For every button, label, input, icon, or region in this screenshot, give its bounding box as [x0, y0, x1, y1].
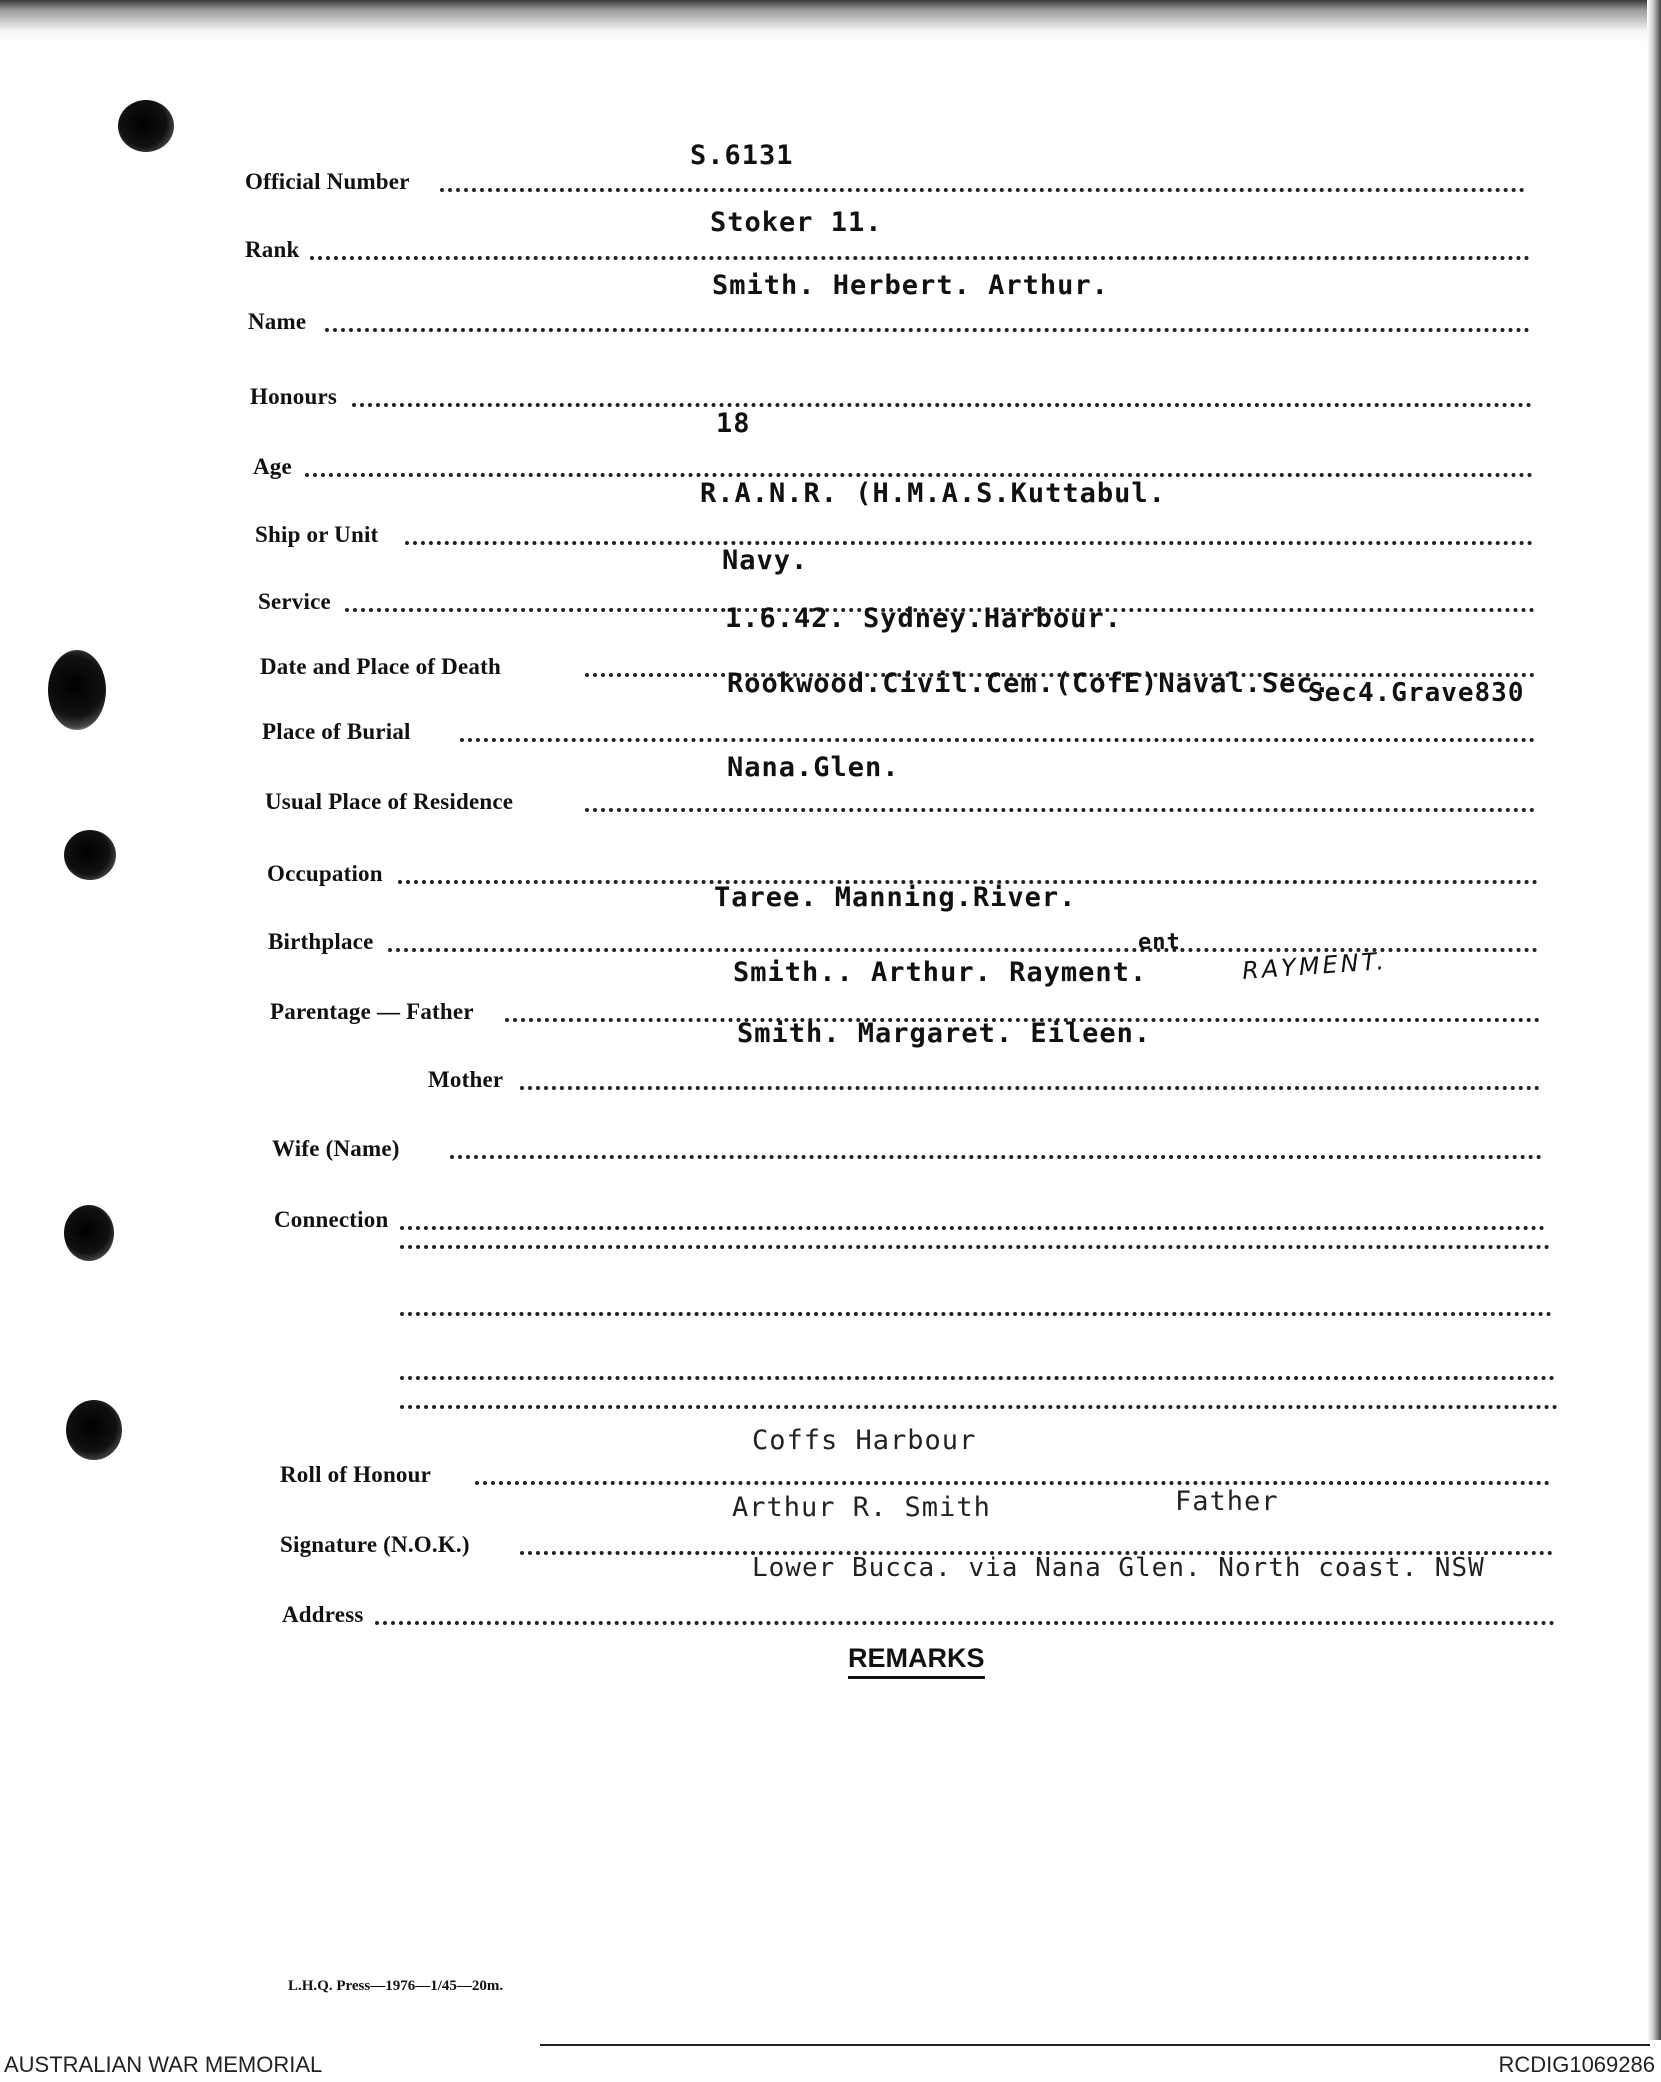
value-father: Smith.. Arthur. Rayment. — [733, 957, 1148, 988]
label-date-place-death: Date and Place of Death — [260, 654, 501, 679]
label-honours: Honours — [250, 384, 338, 409]
press-mark: L.H.Q. Press—1976—1/45—20m. — [288, 1978, 504, 1994]
dotted-line — [375, 1621, 1555, 1625]
value-place-of-burial: Rookwood.Civil.Cem.(CofE)Naval.Sec. — [727, 668, 1331, 699]
row-age — [0, 440, 1661, 480]
value-signature: Arthur R. Smith — [732, 1492, 991, 1523]
label-rank: Rank — [245, 237, 300, 262]
value-ship-or-unit: R.A.N.R. (H.M.A.S.Kuttabul. — [700, 478, 1166, 509]
dotted-line — [400, 1226, 1545, 1230]
value-rank: Stoker 11. — [710, 207, 883, 238]
label-signature: Signature (N.O.K.) — [280, 1532, 470, 1557]
footer-institution: AUSTRALIAN WAR MEMORIAL — [4, 2052, 323, 2077]
row-place-of-burial — [0, 705, 1661, 745]
label-place-of-burial: Place of Burial — [262, 719, 411, 744]
dotted-line — [460, 738, 1535, 742]
value-birthplace: Taree. Manning.River. — [714, 882, 1077, 913]
dotted-line — [450, 1155, 1542, 1159]
label-usual-residence: Usual Place of Residence — [265, 789, 514, 814]
punch-hole-1 — [118, 100, 174, 152]
label-connection: Connection — [274, 1207, 389, 1232]
label-mother: Mother — [428, 1067, 504, 1092]
label-roll-of-honour: Roll of Honour — [280, 1462, 432, 1487]
value-official-number: S.6131 — [690, 140, 794, 171]
label-address: Address — [282, 1602, 364, 1627]
dotted-line — [325, 328, 1530, 332]
value-date-place-death: 1.6.42. Sydney.Harbour. — [725, 603, 1122, 634]
row-signature — [0, 1518, 1661, 1558]
row-wife — [0, 1122, 1661, 1162]
row-official-number — [0, 155, 1661, 195]
value-signature-relation: Father — [1175, 1486, 1279, 1517]
label-name: Name — [248, 309, 307, 334]
label-official-number: Official Number — [245, 169, 410, 194]
row-birthplace — [0, 915, 1661, 955]
label-wife: Wife (Name) — [272, 1136, 400, 1161]
scan-edge-top — [0, 0, 1661, 42]
label-birthplace: Birthplace — [268, 929, 374, 954]
bottom-edge-line — [540, 2044, 1650, 2046]
blank-line-2 — [400, 1312, 1552, 1316]
label-father: Parentage — Father — [270, 999, 474, 1024]
row-address — [0, 1588, 1661, 1628]
value-usual-residence: Nana.Glen. — [727, 752, 900, 783]
dotted-line — [585, 808, 1535, 812]
value-age: 18 — [716, 408, 751, 439]
father-handwritten-correction: RAYMENT. — [1241, 946, 1388, 986]
dotted-line — [440, 188, 1525, 192]
row-name — [0, 295, 1661, 335]
value-address: Lower Bucca. via Nana Glen. North coast. NSW — [752, 1553, 1485, 1583]
row-ship-or-unit — [0, 508, 1661, 548]
row-honours — [0, 370, 1661, 410]
dotted-line — [352, 403, 1532, 407]
label-age: Age — [253, 454, 292, 479]
dotted-line — [310, 256, 1530, 260]
value-mother: Smith. Margaret. Eileen. — [737, 1018, 1152, 1049]
blank-line-4 — [400, 1405, 1558, 1409]
father-correction: ent — [1138, 930, 1181, 955]
value-name: Smith. Herbert. Arthur. — [712, 270, 1109, 301]
row-mother — [0, 1053, 1661, 1093]
remarks-heading: REMARKS — [848, 1643, 985, 1679]
row-connection — [0, 1193, 1661, 1233]
blank-line-1 — [400, 1245, 1550, 1249]
label-service: Service — [258, 589, 331, 614]
dotted-line — [405, 541, 1533, 545]
label-occupation: Occupation — [267, 861, 383, 886]
value-roll-of-honour: Coffs Harbour — [752, 1425, 977, 1456]
footer-record-id: RCDIG1069286 — [1498, 2052, 1655, 2077]
dotted-line — [520, 1086, 1540, 1090]
dotted-line — [305, 473, 1533, 477]
row-occupation — [0, 847, 1661, 887]
blank-line-3 — [400, 1376, 1555, 1380]
label-ship-or-unit: Ship or Unit — [255, 522, 379, 547]
value-burial-grave: Sec4.Grave830 — [1308, 678, 1525, 708]
value-service: Navy. — [722, 545, 809, 576]
dotted-line — [475, 1481, 1550, 1485]
